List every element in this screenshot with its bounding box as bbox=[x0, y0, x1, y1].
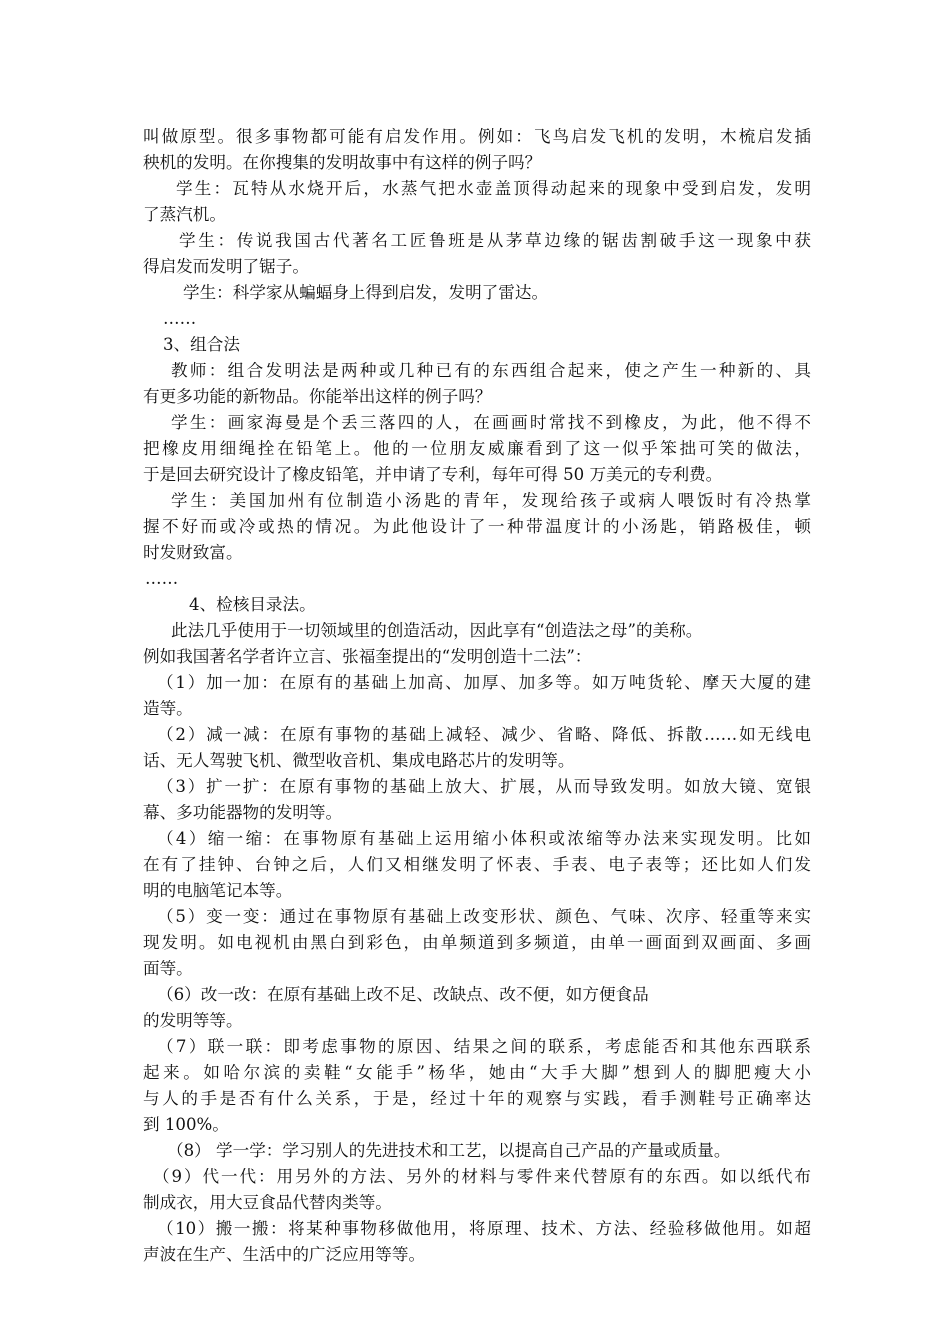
list-item-line: 现发明。如电视机由黑白到彩色，由单频道到多频道，由单一画面到双画面、多画 bbox=[143, 933, 811, 952]
document-body bbox=[143, 124, 811, 1268]
paragraph-line: 此法几乎使用于一切领域里的创造活动，因此享有“创造法之母”的美称。 bbox=[171, 621, 703, 640]
section-heading: 4、检核目录法。 bbox=[189, 595, 316, 614]
section-heading: 3、组合法 bbox=[163, 335, 240, 354]
list-item-line: （3）扩一扩：在原有事物的基础上放大、扩展，从而导致发明。如放大镜、宽银 bbox=[157, 777, 811, 796]
list-item-line: 面等。 bbox=[143, 959, 193, 978]
paragraph-line: 学生：画家海曼是个丢三落四的人，在画画时常找不到橡皮，为此，他不得不 bbox=[171, 413, 811, 432]
paragraph-line: 时发财致富。 bbox=[143, 543, 243, 562]
list-item-line: （4）缩一缩：在事物原有基础上运用缩小体积或浓缩等办法来实现发明。比如 bbox=[157, 829, 811, 848]
paragraph-line: 教师：组合发明法是两种或几种已有的东西组合起来，使之产生一种新的、具 bbox=[171, 361, 811, 380]
list-item-line: （8） 学一学：学习别人的先进技术和工艺，以提高自己产品的产量或质量。 bbox=[167, 1141, 731, 1160]
paragraph-line: 得启发而发明了锯子。 bbox=[143, 257, 309, 276]
list-item-line: （7）联一联：即考虑事物的原因、结果之间的联系，考虑能否和其他东西联系 bbox=[157, 1037, 811, 1056]
list-item-line: 制成衣，用大豆食品代替肉类等。 bbox=[143, 1193, 392, 1212]
list-item-line: 明的电脑笔记本等。 bbox=[143, 881, 293, 900]
paragraph-line: 叫做原型。很多事物都可能有启发作用。例如：飞鸟启发飞机的发明，木梳启发插 bbox=[143, 127, 811, 146]
list-item-line: （10）搬一搬：将某种事物移做他用，将原理、技术、方法、经验移做他用。如超 bbox=[157, 1219, 811, 1238]
list-item-line: 幕、多功能器物的发明等。 bbox=[143, 803, 343, 822]
paragraph-line: 学生：传说我国古代著名工匠鲁班是从茅草边缘的锯齿割破手这一现象中获 bbox=[179, 231, 811, 250]
list-item-line: 声波在生产、生活中的广泛应用等等。 bbox=[143, 1245, 426, 1264]
list-item-line: 起来。如哈尔滨的卖鞋“女能手”杨华，她由“大手大脚”想到人的脚肥瘦大小 bbox=[143, 1063, 811, 1082]
list-item-line: 造等。 bbox=[143, 699, 193, 718]
paragraph-line: 有更多功能的新物品。你能举出这样的例子吗？ bbox=[143, 387, 492, 406]
paragraph-line: 握不好而或冷或热的情况。为此他设计了一种带温度计的小汤匙，销路极佳，顿 bbox=[143, 517, 811, 536]
list-item-line: （2）减一减：在原有事物的基础上减轻、减少、省略、降低、拆散……如无线电 bbox=[157, 725, 811, 744]
list-item-line: （9）代一代：用另外的方法、另外的材料与零件来代替原有的东西。如以纸代布 bbox=[153, 1167, 811, 1186]
paragraph-line: 学生：美国加州有位制造小汤匙的青年，发现给孩子或病人喂饭时有冷热掌 bbox=[171, 491, 811, 510]
paragraph-line: 秧机的发明。在你搜集的发明故事中有这样的例子吗？ bbox=[143, 153, 542, 172]
ellipsis-line: …… bbox=[145, 569, 179, 588]
paragraph-line: 例如我国著名学者许立言、张福奎提出的“发明创造十二法”： bbox=[143, 647, 592, 666]
paragraph-line: 学生：瓦特从水烧开后，水蒸气把水壶盖顶得动起来的现象中受到启发，发明 bbox=[176, 179, 811, 198]
paragraph-line: 学生：科学家从蝙蝠身上得到启发，发明了雷达。 bbox=[183, 283, 549, 302]
list-item-line: 到 100%。 bbox=[143, 1115, 229, 1134]
paragraph-line: 了蒸汽机。 bbox=[143, 205, 226, 224]
list-item-line: 在有了挂钟、台钟之后，人们又相继发明了怀表、手表、电子表等；还比如人们发 bbox=[143, 855, 811, 874]
list-item-line: （6）改一改：在原有基础上改不足、改缺点、改不便，如方便食品 bbox=[157, 985, 649, 1004]
list-item-line: 话、无人驾驶飞机、微型收音机、集成电路芯片的发明等。 bbox=[143, 751, 575, 770]
paragraph-line: 把橡皮用细绳拴在铅笔上。他的一位朋友威廉看到了这一似乎笨拙可笑的做法， bbox=[143, 439, 811, 458]
ellipsis-line: …… bbox=[163, 309, 197, 328]
list-item-line: 与人的手是否有什么关系，于是，经过十年的观察与实践，看手测鞋号正确率达 bbox=[143, 1089, 811, 1108]
list-item-line: （5）变一变：通过在事物原有基础上改变形状、颜色、气味、次序、轻重等来实 bbox=[157, 907, 811, 926]
list-item-line: 的发明等等。 bbox=[143, 1011, 243, 1030]
list-item-line: （1）加一加：在原有的基础上加高、加厚、加多等。如万吨货轮、摩天大厦的建 bbox=[157, 673, 811, 692]
paragraph-line: 于是回去研究设计了橡皮铅笔，并申请了专利，每年可得 50 万美元的专利费。 bbox=[143, 465, 723, 484]
